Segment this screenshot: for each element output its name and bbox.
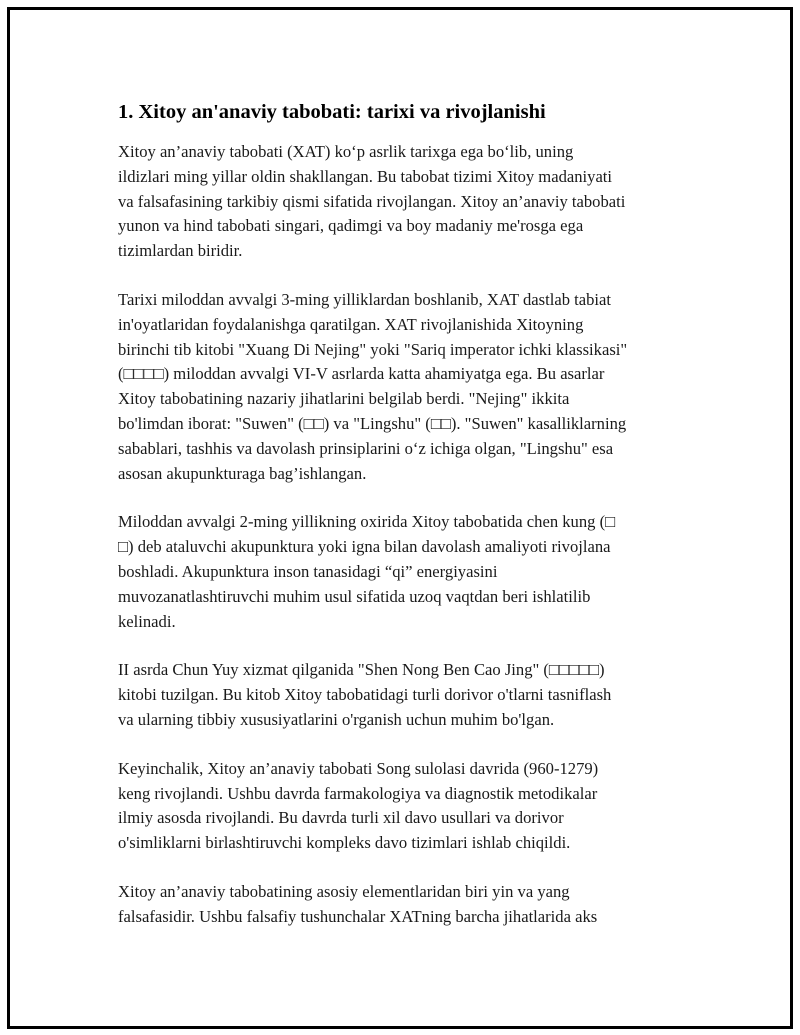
paragraph-shen-nong — [118, 658, 698, 732]
text-line: □) deb ataluvchi akupunktura yoki igna bilan davolash amaliyoti rivojlana — [118, 537, 611, 557]
text-line: keng rivojlandi. Ushbu davrda farmakologiya va diagnostik metodikalar — [118, 783, 598, 803]
text-line: birinchi tib kitobi "Xuang Di Nejing" yoki "Sariq imperator ichki klassikasi" — [118, 339, 628, 359]
text-line: (□□□□) miloddan avvalgi VI-V asrlarda katta ahamiyatga ega. Bu asarlar — [118, 364, 605, 384]
text-line: Keyinchalik, Xitoy an’anaviy tabobati Song sulolasi davrida (960-1279) — [118, 758, 599, 778]
text-line: tizimlardan biridir. — [118, 241, 243, 261]
text-line: ilmiy asosda rivojlandi. Bu davrda turli xil davo usullari va dorivor — [118, 808, 564, 828]
text-line: va ularning tibbiy xususiyatlarini o'rganish uchun muhim bo'lgan. — [118, 709, 555, 729]
text-line: o'simliklarni birlashtiruvchi kompleks davo tizimlari ishlab chiqildi. — [118, 833, 571, 853]
text-line: ildizlari ming yillar oldin shakllangan. Bu tabobat tizimi Xitoy madaniyati — [118, 166, 613, 186]
paragraph-acupuncture — [118, 510, 698, 634]
section-heading: 1. Xitoy an'anaviy tabobati: tarixi va rivojlanishi — [118, 101, 546, 123]
paragraph-history-intro — [118, 140, 698, 264]
text-line: va falsafasining tarkibiy qismi sifatida rivojlangan. Xitoy an’anaviy tabobati — [118, 191, 626, 211]
text-line: II asrda Chun Yuy xizmat qilganida "Shen Nong Ben Cao Jing" (□□□□□) — [118, 660, 605, 680]
text-line: in'oyatlaridan foydalanishga qaratilgan. XAT rivojlanishida Xitoyning — [118, 314, 584, 334]
text-line: sabablari, tashhis va davolash prinsiplarini o‘z ichiga olgan, "Lingshu" esa — [118, 438, 614, 458]
text-line: falsafasidir. Ushbu falsafiy tushunchalar XATning barcha jihatlarida aks — [118, 906, 598, 926]
paragraph-yin-yang — [118, 880, 698, 930]
paragraph-song-dynasty — [118, 757, 698, 856]
text-line: kelinadi. — [118, 611, 176, 631]
text-line: Xitoy an’anaviy tabobatining asosiy elementlaridan biri yin va yang — [118, 881, 570, 901]
text-line: Xitoy tabobatining nazariy jihatlarini belgilab berdi. "Nejing" ikkita — [118, 389, 570, 409]
text-line: asosan akupunkturaga bag’ishlangan. — [118, 463, 367, 483]
text-line: muvozanatlashtiruvchi muhim usul sifatida uzoq vaqtdan beri ishlatilib — [118, 586, 591, 606]
text-line: yunon va hind tabobati singari, qadimgi va boy madaniy me'rosga ega — [118, 216, 584, 236]
text-line: bo'limdan iborat: "Suwen" (□□) va "Lingshu" (□□). "Suwen" kasalliklarning — [118, 413, 627, 433]
page-frame — [7, 7, 793, 1029]
text-line: Tarixi miloddan avvalgi 3-ming yilliklardan boshlanib, XAT dastlab tabiat — [118, 289, 612, 309]
text-line: Miloddan avvalgi 2-ming yillikning oxirida Xitoy tabobatida chen kung (□ — [118, 512, 616, 532]
text-line: boshladi. Akupunktura inson tanasidagi “qi” energiyasini — [118, 561, 498, 581]
text-line: Xitoy an’anaviy tabobati (XAT) ko‘p asrlik tarixga ega bo‘lib, uning — [118, 142, 574, 161]
paragraph-nejing — [118, 288, 698, 486]
text-line: kitobi tuzilgan. Bu kitob Xitoy tabobatidagi turli dorivor o'tlarni tasniflash — [118, 685, 612, 705]
document-body — [118, 98, 698, 954]
